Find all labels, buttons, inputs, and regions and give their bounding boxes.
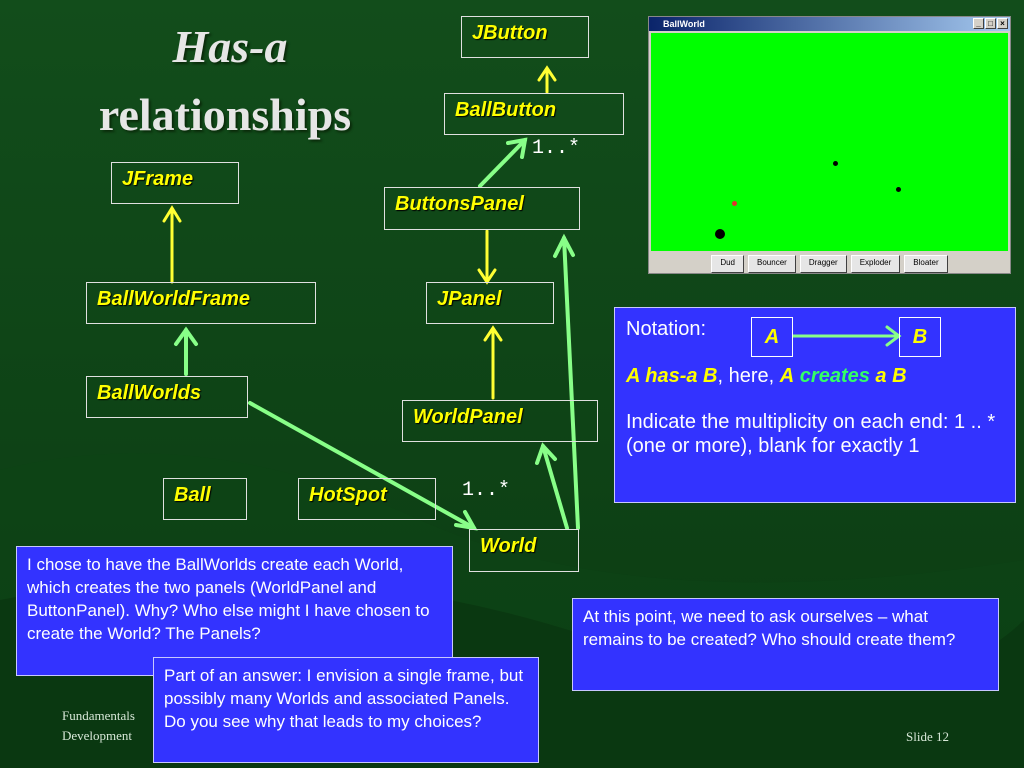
maximize-icon[interactable]: □ [985,18,996,29]
class-jpanel: JPanel [426,282,554,324]
ball-canvas[interactable] [651,33,1008,251]
class-buttonspanel: ButtonsPanel [384,187,580,230]
ball-dot [732,201,737,206]
slide-number: Slide 12 [906,729,949,744]
note-left: I chose to have the BallWorlds create each World, which creates the two panels (WorldPanel and ButtonPanel). Why? Who else might I have chosen to create the World? The Panels? [16,546,453,676]
footer-line2: Development [62,728,133,743]
notation-a-has-a-b: A has-a B [626,365,718,387]
class-jbutton: JButton [461,16,589,58]
class-ball: Ball [163,478,247,520]
multiplicity-world: 1..* [462,479,511,502]
class-world: World [469,529,579,572]
notation-a-b: a B [875,365,907,387]
notation-creates: creates [799,365,870,387]
class-worldpanel: WorldPanel [402,400,598,442]
ball-dot [715,229,725,239]
notation-box-a: A [751,317,793,357]
class-hotspot: HotSpot [298,478,436,520]
close-icon[interactable]: × [997,18,1008,29]
ball-dot [896,187,901,192]
notation-line2 [626,364,907,388]
dragger-button[interactable]: Dragger [800,255,847,273]
class-jframe: JFrame [111,162,239,204]
bloater-button[interactable]: Bloater [904,255,947,273]
ball-dot [833,161,838,166]
footer-text [62,706,135,746]
class-ballbutton: BallButton [444,93,624,135]
class-ballworlds: BallWorlds [86,376,248,418]
notation-arrow [793,320,903,350]
hasa-arrow-world-buttonspanel [564,238,578,528]
window-title: BallWorld [663,19,705,29]
hasa-arrow-buttonspanel-ballbutton [480,140,525,186]
class-ballworldframe: BallWorldFrame [86,282,316,324]
bouncer-button[interactable]: Bouncer [748,255,796,273]
dud-button[interactable]: Dud [711,255,744,273]
footer-line1: Fundamentals [62,708,135,723]
notation-label: Notation: [626,318,707,340]
note-right: At this point, we need to ask ourselves – what remains to be created? Who should create them? [572,598,999,691]
slide-title-line2: relationships [98,89,352,140]
minimize-icon[interactable]: _ [973,18,984,29]
notation-here: , here, [717,365,780,387]
exploder-button[interactable]: Exploder [851,255,901,273]
notation-box [614,307,1016,503]
notation-text: Indicate the multiplicity on each end: 1 .. * (one or more), blank for exactly 1 [626,411,996,457]
note-middle: Part of an answer: I envision a single frame, but possibly many Worlds and associated Panels. Do you see why that leads to my choices? [153,657,539,763]
notation-a: A [779,365,795,387]
ballworld-window [648,16,1011,274]
slide-title-line1: Has-a [172,21,288,72]
multiplicity-ballbutton: 1..* [532,137,581,160]
window-title-bar[interactable] [649,17,1010,31]
notation-box-b: B [899,317,941,357]
window-button-bar [649,255,1010,273]
